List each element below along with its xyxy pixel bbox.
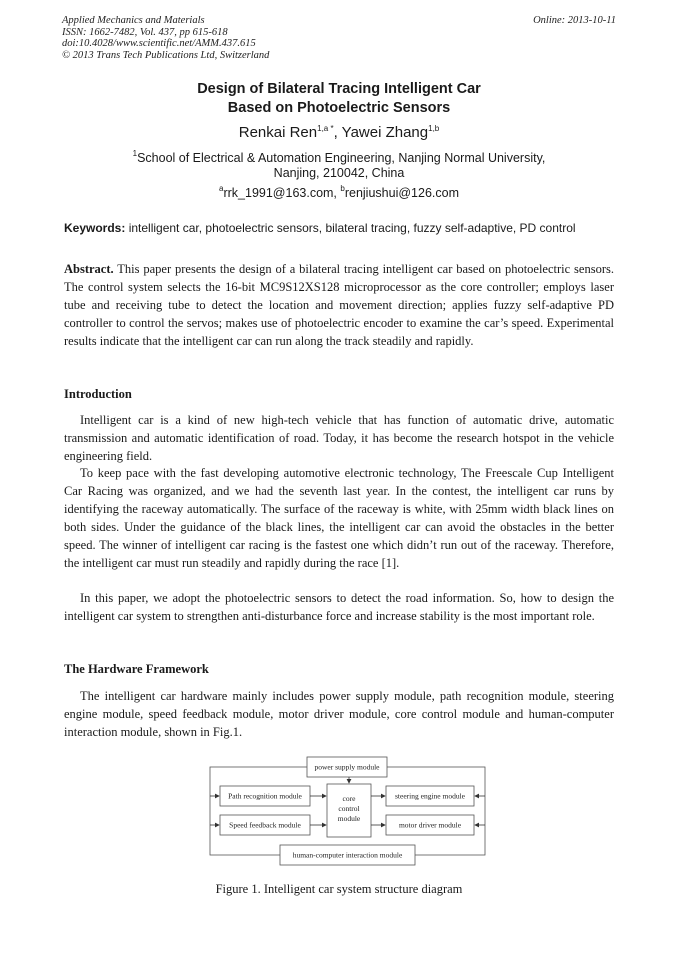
email-a-sup: a: [219, 184, 224, 193]
doi-line: doi:10.4028/www.scientific.net/AMM.437.615: [62, 38, 256, 49]
intro-paragraph-2: To keep pace with the fast developing automotive electronic technology, The Freescale Cup Intelligent Car Racing was organized, and we had the seventh last year. In the contest, the intelligent car runs by identifying the raceway automatically. The surface of the raceway is white, with 25mm width black lines on both sides. Under the guidance of the black lines, the intelligent car can avoid the obstacles in the better speed. The winner of intelligent car racing is the fastest one which didn’t run out of the raceway. Therefore, the intelligent car must run steadily and rapidly during the race [1].: [64, 466, 614, 570]
affiliation-text: School of Electrical & Automation Engineering, Nanjing Normal University,: [137, 151, 546, 165]
copyright-line: © 2013 Trans Tech Publications Ltd, Switzerland: [62, 49, 270, 61]
issn-line: ISSN: 1662-7482, Vol. 437, pp 615-618: [62, 26, 228, 38]
affiliation-line2: Nanjing, 210042, China: [273, 166, 405, 180]
hci-label: human-computer interaction module: [292, 850, 403, 860]
keywords-label: Keywords:: [64, 221, 126, 235]
journal-name: Applied Mechanics and Materials: [62, 15, 205, 26]
hardware-heading: The Hardware Framework: [64, 662, 209, 676]
power-supply-label: power supply module: [314, 762, 380, 772]
system-structure-diagram: [205, 753, 490, 871]
affiliation-line1: [0, 150, 678, 166]
email-b: renjiushui@126.com: [344, 186, 459, 200]
abstract-text: This paper presents the design of a bilateral tracing intelligent car based on photoelectric sensors. The control system selects the 16-bit MC9S12XS128 microprocessor as the core controller; employs laser tube and receiving tube to detect the location and movement direction; applies fuzzy self-adaptive PD controller to control the servos; makes use of photoelectric encoder to examine the car’s speed. Experimental results indicate that the intelligent car can run along the track steadily and rapidly.: [64, 262, 614, 348]
keywords-text: intelligent car, photoelectric sensors, bilateral tracing, fuzzy self-adaptive, PD control: [125, 221, 576, 235]
motor-driver-label: motor driver module: [398, 820, 462, 830]
intro-paragraph-3: In this paper, we adopt the photoelectric sensors to detect the road information. So, how to design the intelligent car system to strengthen anti-disturbance force and increase stability is the most important role.: [64, 591, 614, 623]
core-label-3: module: [337, 814, 361, 823]
figure-caption: Figure 1. Intelligent car system structure diagram: [215, 882, 463, 896]
email-b-sup: b: [340, 184, 345, 193]
author-1-affil: 1,a *: [317, 124, 334, 133]
paper-title-line1: Design of Bilateral Tracing Intelligent Car: [197, 81, 481, 97]
introduction-heading: Introduction: [64, 387, 132, 401]
affiliation-sup: 1: [132, 149, 138, 158]
author-2-affil: 1,b: [428, 124, 440, 133]
speed-feedback-label: Speed feedback module: [229, 820, 301, 830]
author-1: Renkai Ren: [238, 124, 318, 141]
abstract: [64, 260, 614, 350]
email-line: [0, 185, 678, 201]
paper-title-line2: Based on Photoelectric Sensors: [227, 100, 451, 116]
hardware-paragraph-1: The intelligent car hardware mainly includes power supply module, path recognition module, steering engine module, speed feedback module, motor driver module, core control module and human-computer interaction module, shown in Fig.1.: [64, 689, 614, 739]
email-a: rrk_1991@163.com,: [223, 186, 341, 200]
abstract-label: Abstract.: [64, 262, 114, 276]
author-separator: ,: [333, 124, 342, 141]
steering-engine-label: steering engine module: [395, 791, 465, 801]
journal-header: [62, 15, 269, 61]
author-2: Yawei Zhang: [341, 124, 429, 141]
core-label-1: core: [342, 794, 356, 803]
online-date: Online: 2013-10-11: [533, 15, 616, 26]
core-label-2: control: [338, 804, 360, 813]
keywords: [64, 221, 624, 235]
intro-paragraph-1: Intelligent car is a kind of new high-tech vehicle that has function of automatic drive, automatic transmission and automatic identification of road. Today, it has become the research hotspot in the vehicle engineering field.: [64, 413, 614, 463]
path-recognition-label: Path recognition module: [228, 791, 302, 801]
author-list: [0, 124, 678, 141]
